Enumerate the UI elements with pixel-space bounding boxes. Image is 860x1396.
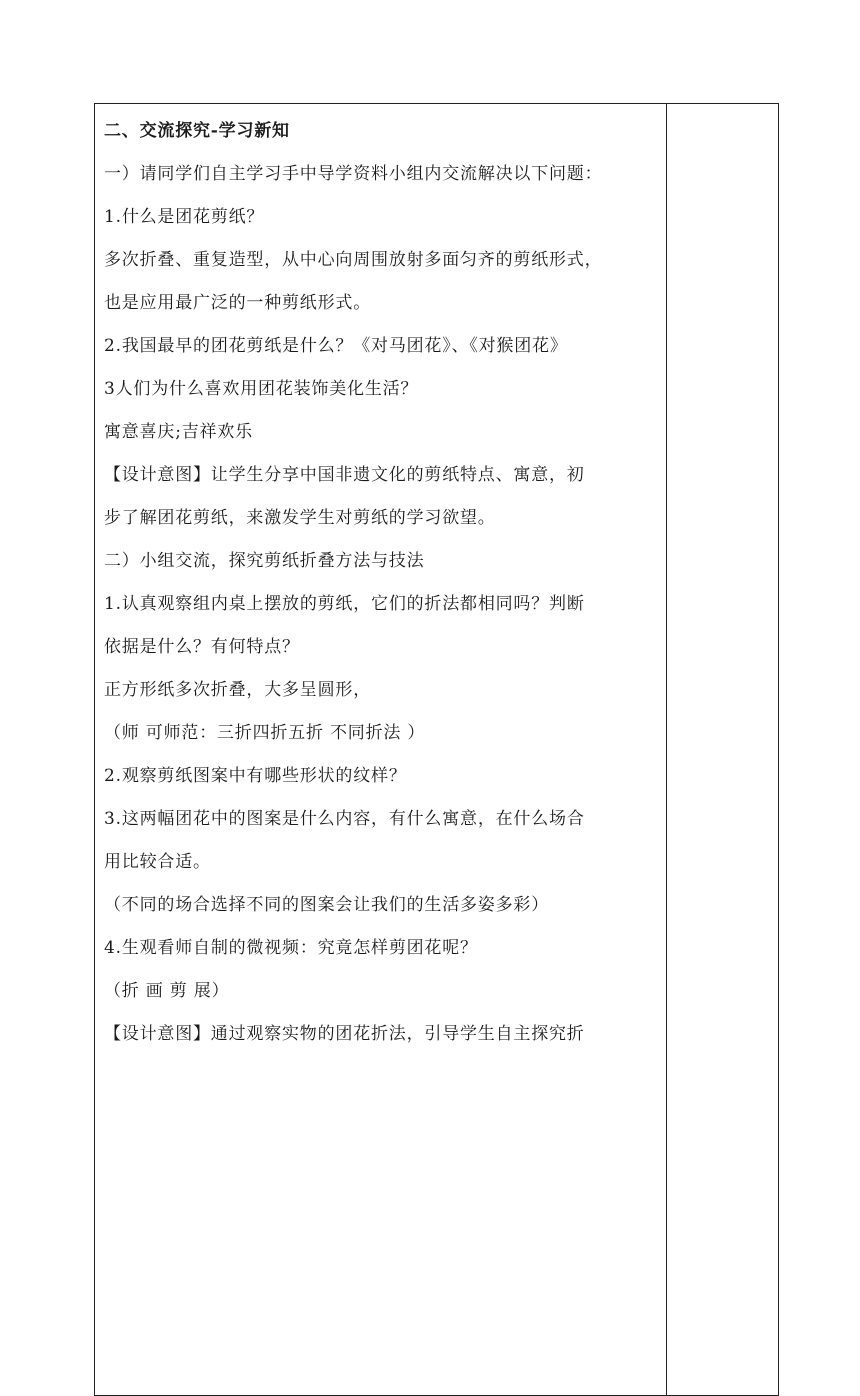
text-line: 【设计意图】通过观察实物的团花折法，引导学生自主探究折 (104, 1024, 585, 1044)
text-line: （折 画 剪 展） (104, 981, 230, 1001)
text-line: 2.观察剪纸图案中有哪些形状的纹样？ (104, 766, 407, 786)
text-line: 一）请同学们自主学习手中导学资料小组内交流解决以下问题： (104, 164, 603, 184)
lesson-table (94, 103, 779, 1396)
content-body (95, 104, 666, 1390)
text-line: 寓意喜庆;吉祥欢乐 (104, 422, 253, 442)
text-line: 3.这两幅团花中的图案是什么内容，有什么寓意，在什么场合 (104, 809, 585, 829)
text-line: 4.生观看师自制的微视频：究竟怎样剪团花呢？ (104, 938, 478, 958)
table-row (95, 104, 779, 1396)
text-line: 正方形纸多次折叠，大多呈圆形， (104, 680, 371, 700)
text-line: 1.认真观察组内桌上摆放的剪纸，它们的折法都相同吗？判断 (104, 594, 585, 614)
text-line: 依据是什么？有何特点？ (104, 637, 300, 657)
text-line: 3人们为什么喜欢用团花装饰美化生活？ (104, 379, 419, 399)
text-line: 2.我国最早的团花剪纸是什么？《对马团花》、《对猴团花》 (104, 336, 568, 356)
text-line: 1.什么是团花剪纸？ (104, 207, 265, 227)
text-line: （不同的场合选择不同的图案会让我们的生活多姿多彩） (104, 895, 549, 915)
text-line: 二）小组交流，探究剪纸折叠方法与技法 (104, 551, 425, 571)
text-line: 也是应用最广泛的一种剪纸形式。 (104, 293, 371, 313)
text-line: 【设计意图】让学生分享中国非遗文化的剪纸特点、寓意，初 (104, 465, 585, 485)
main-content-cell (95, 104, 667, 1396)
text-line: 多次折叠、重复造型，从中心向周围放射多面匀齐的剪纸形式， (104, 250, 603, 270)
section-heading: 二、交流探究-学习新知 (104, 121, 290, 141)
text-line: 步了解团花剪纸，来激发学生对剪纸的学习欲望。 (104, 508, 496, 528)
side-notes-cell (667, 104, 779, 1396)
text-line: （师 可师范：三折四折五折 不同折法 ） (104, 723, 426, 743)
text-line: 用比较合适。 (104, 852, 211, 872)
